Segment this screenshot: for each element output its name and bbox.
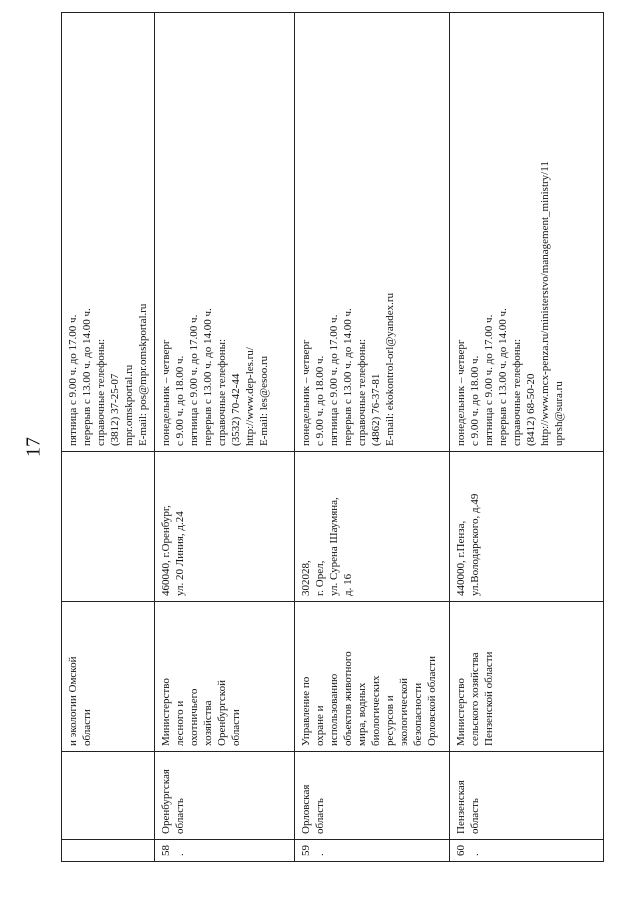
row-number: 59. [300, 845, 326, 856]
contact-line: перерыв с 13.00 ч. до 14.00 ч. [202, 308, 214, 446]
org-line: охотничьего [188, 688, 200, 746]
table-row-continuation [62, 13, 155, 862]
address-line: ул. Сурена Шаумяна, [328, 497, 340, 596]
address-line: ул.Володарского, д.49 [469, 493, 481, 596]
contact-line: (4862) 76-37-81 [370, 373, 382, 446]
contact-line: понедельник – четверг [160, 339, 172, 446]
region-line: область [174, 798, 186, 834]
cell-contacts [62, 13, 155, 452]
cell-num [62, 840, 155, 862]
table-row-58 [155, 13, 295, 862]
org-line: Управление по [300, 676, 312, 746]
contact-email[interactable]: E-mail: ekokontrol-orl@yandex.ru [384, 292, 396, 446]
address-line: 460040, г.Оренбург, [160, 505, 172, 596]
org-line: ресурсов и [384, 695, 396, 746]
org-line: использованию [328, 673, 340, 746]
org-line: Пензенской области [483, 651, 495, 746]
region-line: Оренбургская [160, 769, 172, 834]
contact-link[interactable]: http://www.mcx-penza.ru/ministerstvo/management_ministry/11 [539, 161, 551, 446]
address-line: 302028, [300, 560, 312, 596]
address-line: д. 16 [342, 573, 354, 596]
org-line: и экологии Омской [67, 656, 79, 746]
org-line: объектов животного [342, 651, 354, 746]
address-line: г. Орел, [314, 560, 326, 596]
contact-line: (8412) 68-50-20 [525, 373, 537, 446]
org-line: Орловской области [426, 656, 438, 746]
org-line: безопасности [412, 682, 424, 746]
cell-region [295, 752, 450, 840]
region-line: Пензенская [455, 780, 467, 834]
cell-contacts [450, 13, 604, 452]
contact-email[interactable]: E-mail: pos@mpr.omskportal.ru [137, 303, 149, 446]
cell-region [450, 752, 604, 840]
contact-line: пятница с 9.00 ч. до 17.00 ч. [188, 314, 200, 446]
cell-region [155, 752, 295, 840]
cell-org [155, 602, 295, 752]
cell-org [62, 602, 155, 752]
cell-contacts [295, 13, 450, 452]
page-number-text: 17 [22, 437, 45, 457]
contact-line: понедельник – четверг [300, 339, 312, 446]
contact-line: перерыв с 13.00 ч. до 14.00 ч. [342, 308, 354, 446]
address-line: 440000, г.Пенза, [455, 520, 467, 596]
cell-org [295, 602, 450, 752]
table-row-59 [295, 13, 450, 862]
org-line: области [81, 709, 93, 746]
table-row-60 [450, 13, 604, 862]
cell-org [450, 602, 604, 752]
contact-line: с 9.00 ч. до 18.00 ч. [174, 355, 186, 446]
org-line: хозяйства [202, 700, 214, 746]
contact-line: пятница с 9.00 ч. до 17.00 ч. [328, 314, 340, 446]
contact-line: справочные телефоны: [356, 338, 368, 446]
org-line: экологической [398, 678, 410, 746]
contact-email[interactable]: uprsh@sura.ru [553, 381, 565, 446]
cell-num [295, 840, 450, 862]
contact-line: с 9.00 ч. до 18.00 ч. [314, 355, 326, 446]
contact-link[interactable]: http://www.dep-les.ru/ [244, 347, 256, 446]
region-line: Орловская [300, 784, 312, 834]
rotated-table-container [61, 12, 603, 862]
org-line: Министерство [160, 678, 172, 746]
cell-address [295, 452, 450, 602]
org-line: Министерство [455, 678, 467, 746]
contact-link[interactable]: mpr.omskportal.ru [123, 364, 135, 446]
address-line: ул. 20 Линия, д.24 [174, 511, 186, 596]
org-line: охране и [314, 705, 326, 746]
contact-line: (3532) 70-42-44 [230, 373, 242, 446]
contact-line: пятница с 9.00 ч. до 17.00 ч. [483, 314, 495, 446]
cell-address [155, 452, 295, 602]
ministries-table [61, 12, 604, 862]
cell-address [450, 452, 604, 602]
document-table-wrapper [61, 12, 603, 862]
contact-line: пятница с 9.00 ч. до 17.00 ч. [67, 314, 79, 446]
org-line: Оренбургской [216, 680, 228, 746]
row-number: 60. [455, 845, 481, 856]
contact-line: справочные телефоны: [511, 338, 523, 446]
contact-line: с 9.00 ч. до 18.00 ч. [469, 355, 481, 446]
org-line: биологических [370, 675, 382, 746]
contact-line: перерыв с 13.00 ч. до 14.00 ч. [81, 308, 93, 446]
cell-num [450, 840, 604, 862]
contact-line: понедельник – четверг [455, 339, 467, 446]
row-number: 58. [160, 845, 186, 856]
region-line: область [314, 798, 326, 834]
contact-line: справочные телефоны: [95, 338, 107, 446]
contact-email[interactable]: E-mail: les@esoo.ru [258, 355, 270, 446]
org-line: области [230, 709, 242, 746]
cell-address [62, 452, 155, 602]
contact-line: (3812) 37-25-07 [109, 373, 121, 446]
cell-contacts [155, 13, 295, 452]
region-line: область [469, 798, 481, 834]
org-line: лесного и [174, 700, 186, 746]
cell-num [155, 840, 295, 862]
org-line: сельского хозяйства [469, 652, 481, 746]
contact-line: перерыв с 13.00 ч. до 14.00 ч. [497, 308, 509, 446]
contact-line: справочные телефоны: [216, 338, 228, 446]
org-line: мира, водных [356, 682, 368, 746]
cell-region [62, 752, 155, 840]
